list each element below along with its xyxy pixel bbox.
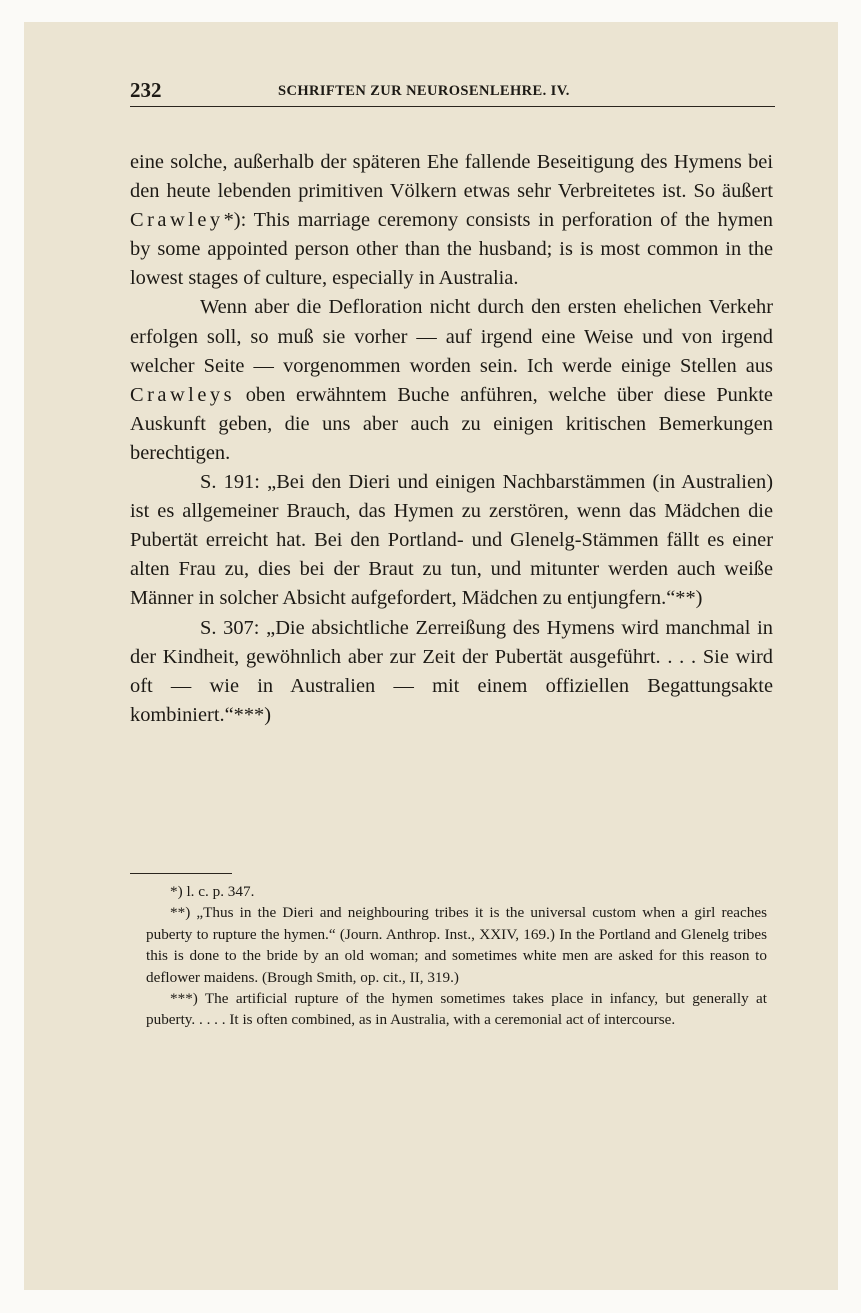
paragraph-2-text-b: oben erwähntem Buche anführen, welche über diese Punkte Auskunft geben, die uns aber auch zu einigen kritischen Bemerkungen berechtigen.	[130, 383, 773, 464]
body-text	[130, 148, 773, 730]
paragraph-2	[130, 293, 773, 468]
author-name-crawley: Crawley	[130, 209, 224, 232]
paragraph-1-text-a: eine solche, außerhalb der späteren Ehe fallende Beseitigung des Hymens bei den heute lebenden primitiven Völkern etwas sehr Verbreitetes ist. So äußert	[130, 151, 773, 203]
paragraph-1-text-b: *): This marriage ceremony consists in perforation of the hymen by some appointed person other than the husband; is is most common in the lowest stages of culture, especially in Australia.	[130, 209, 773, 290]
footnote-rule	[130, 873, 232, 874]
page-number: 232	[130, 78, 162, 102]
footnote-1-text: *) l. c. p. 347.	[170, 883, 255, 900]
footnote-2	[146, 902, 767, 988]
footnote-3	[146, 988, 767, 1031]
footnote-3-text: ***) The artificial rupture of the hymen sometimes takes place in infancy, but generally at puberty. . . . . It is often combined, as in Australia, with a ceremonial act of intercourse.	[146, 990, 767, 1029]
footnotes	[146, 881, 767, 1031]
page-header	[130, 78, 775, 107]
footnote-1	[146, 881, 767, 902]
footnote-2-text: **) „Thus in the Dieri and neighbouring tribes it is the universal custom when a girl reaches puberty to rupture the hymen.“ (Journ. Anthrop. Inst., XXIV, 169.) In the Portland and Glenelg tribes this is done to the bride by an old woman; and sometimes white men are asked for this reason to deflower maidens. (Brough Smith, op. cit., II, 319.)	[146, 904, 767, 986]
running-title: SCHRIFTEN ZUR NEUROSENLEHRE. IV.	[278, 83, 570, 99]
paragraph-1	[130, 148, 773, 293]
paragraph-4: S. 307: „Die absichtliche Zerreißung des Hymens wird manchmal in der Kindheit, gewöhnlich aber zur Zeit der Pubertät ausgeführt. . . . Sie wird oft — wie in Australien — mit einem offiziellen Begattungsakte kombiniert.“***)	[130, 616, 773, 726]
author-name-crawleys: Crawleys	[130, 383, 236, 406]
paragraph-2-text-a: Wenn aber die Defloration nicht durch den ersten ehelichen Verkehr erfolgen soll, so muß sie vorher — auf irgend eine Weise und von irgend welcher Seite — vorgenommen worden sein. Ich werde einige Stellen aus	[130, 296, 773, 377]
paragraph-3: S. 191: „Bei den Dieri und einigen Nachbarstämmen (in Australien) ist es allgemeiner Brauch, das Hymen zu zerstören, wenn das Mädchen die Pubertät erreicht hat. Bei den Portland- und Glenelg-Stämmen fällt es einer alten Frau zu, dies bei der Braut zu tun, und mitunter werden auch weiße Männer in solcher Absicht aufgefordert, Mädchen zu entjungfern.“**)	[130, 471, 773, 610]
